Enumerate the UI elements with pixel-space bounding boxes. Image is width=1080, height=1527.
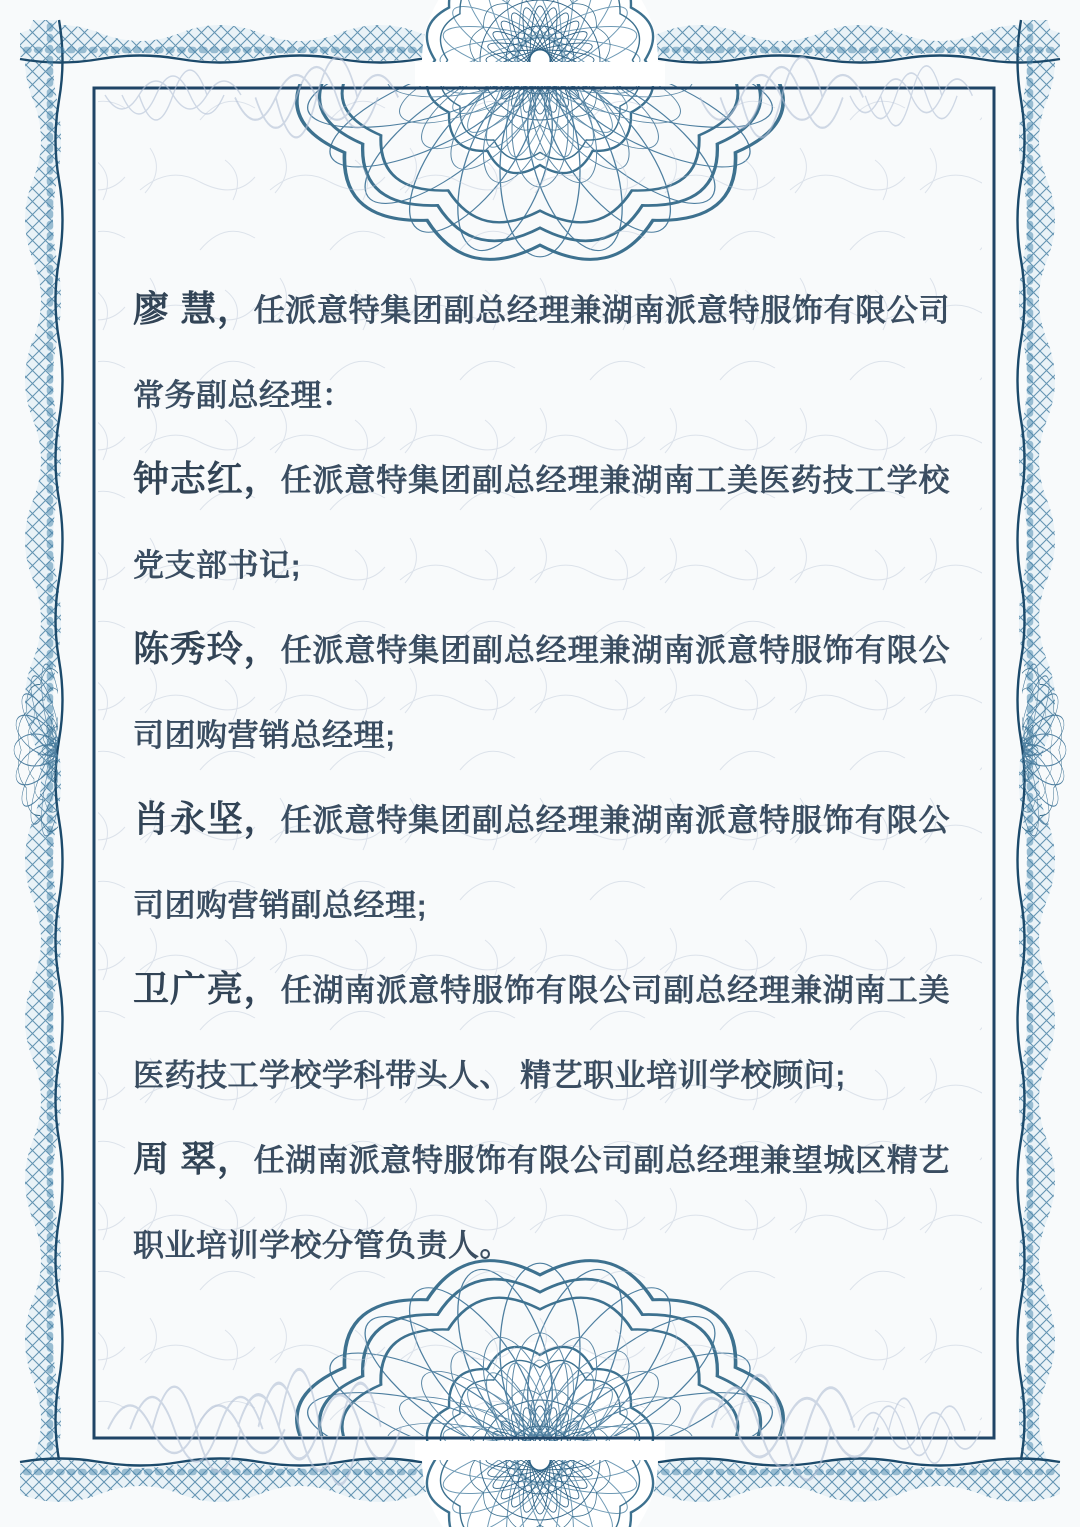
line-text: 任派意特集团副总经理兼湖南派意特服饰有限公司: [253, 293, 950, 328]
person-name: 周 翠，: [133, 1138, 254, 1179]
person-name: 陈秀玲，: [133, 628, 281, 669]
text-line: [133, 776, 950, 861]
text-line: [133, 436, 950, 521]
text-line: [133, 1031, 950, 1116]
line-text: 职业培训学校分管负责人。: [133, 1228, 511, 1263]
text-line: [133, 606, 950, 691]
line-text: 任派意特集团副总经理兼湖南派意特服饰有限公: [280, 803, 950, 838]
line-text: 司团购营销总经理;: [133, 718, 396, 753]
line-text: 任派意特集团副总经理兼湖南派意特服饰有限公: [280, 633, 950, 668]
top-gap-strip: [415, 62, 665, 86]
person-name: 廖 慧，: [133, 288, 254, 329]
text-line: [133, 266, 950, 351]
line-text: 医药技工学校学科带头人、 精艺职业培训学校顾问;: [133, 1058, 846, 1093]
bottom-gap-strip: [415, 1441, 665, 1460]
line-text: 任湖南派意特服饰有限公司副总经理兼望城区精艺: [253, 1143, 950, 1178]
line-text: 党支部书记;: [133, 548, 302, 583]
text-line: [133, 351, 950, 436]
text-line: [133, 521, 950, 606]
text-line: [133, 861, 950, 946]
text-line: [133, 1116, 950, 1201]
appointment-text-block: [133, 266, 950, 1286]
line-text: 司团购营销副总经理;: [133, 888, 428, 923]
line-text: 任湖南派意特服饰有限公司副总经理兼湖南工美: [280, 973, 950, 1008]
line-text: 常务副总经理：: [133, 378, 354, 413]
person-name: 卫广亮，: [133, 968, 281, 1009]
line-text: 任派意特集团副总经理兼湖南工美医药技工学校: [280, 463, 950, 498]
text-line: [133, 1201, 950, 1286]
text-line: [133, 946, 950, 1031]
person-name: 肖永坚，: [133, 798, 281, 839]
text-line: [133, 691, 950, 776]
person-name: 钟志红，: [133, 458, 281, 499]
